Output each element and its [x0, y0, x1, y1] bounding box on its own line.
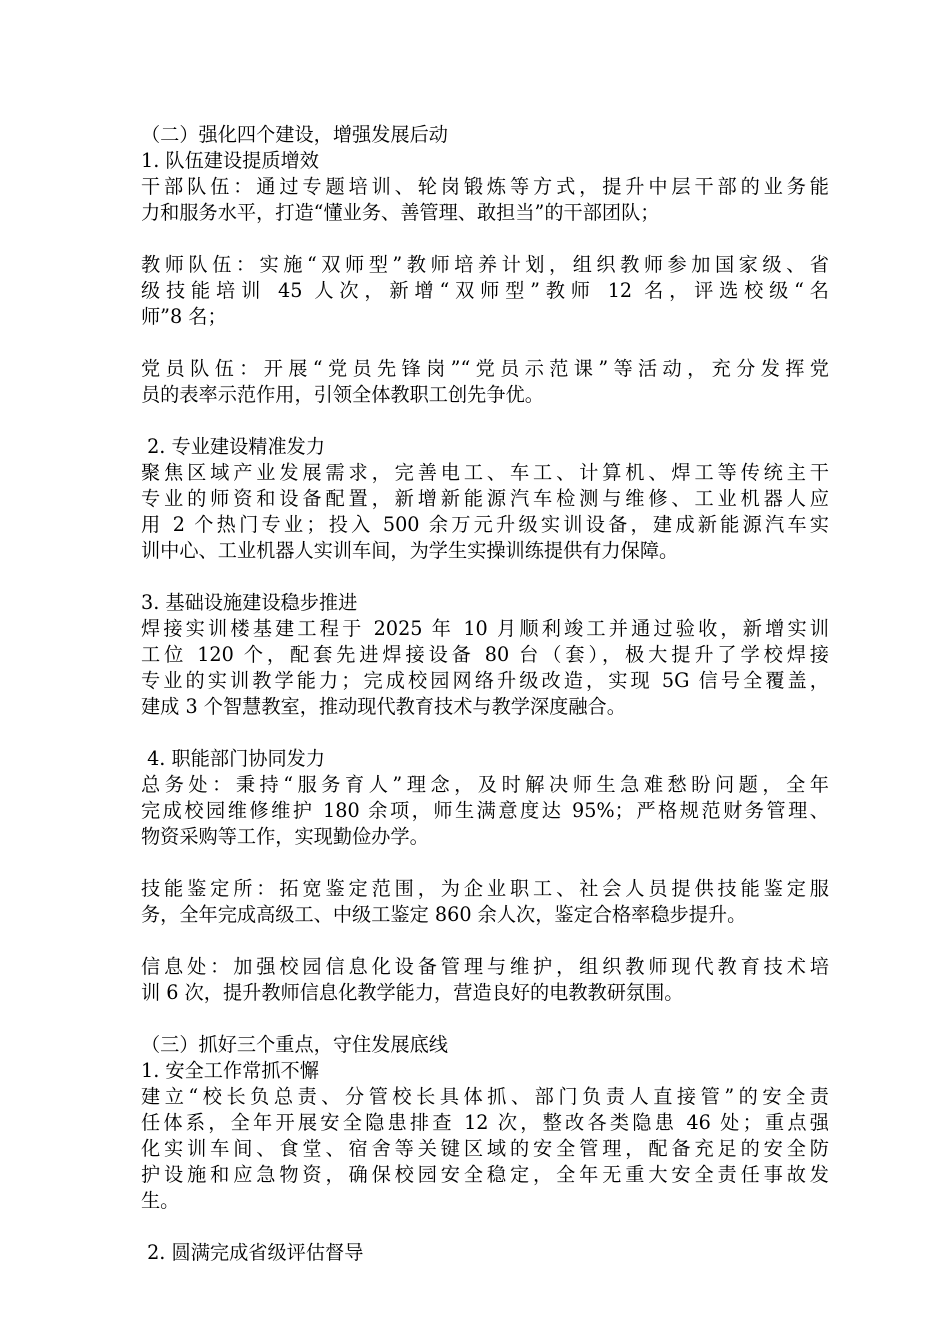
- item-title: 2. 圆满完成省级评估督导: [141, 1241, 364, 1264]
- text-line: 干部队伍：通过专题培训、轮岗锻炼等方式，提升中层干部的业务能: [141, 175, 829, 198]
- paragraph-information-office: [141, 954, 829, 1006]
- blank-line: [141, 850, 829, 876]
- text-line: 力和服务水平，打造“懂业务、善管理、敢担当”的干部团队；: [141, 201, 660, 224]
- text-line: 信息处：加强校园信息化设备管理与维护，组织教师现代教育技术培: [141, 955, 829, 978]
- paragraph-safety: [141, 1084, 829, 1214]
- text-line: 教师队伍：实施“双师型”教师培养计划，组织教师参加国家级、省: [141, 253, 829, 276]
- paragraph-teacher-team: [141, 252, 829, 330]
- text-line: 物资采购等工作，实现勤俭办学。: [141, 825, 429, 848]
- section-heading: （二）强化四个建设，增强发展后动: [141, 123, 448, 146]
- text-line: 总务处：秉持“服务育人”理念，及时解决师生急难愁盼问题，全年: [141, 773, 829, 796]
- text-line: 完成校园维修维护 180 余项，师生满意度达 95%；严格规范财务管理、: [141, 799, 829, 822]
- blank-line: [141, 928, 829, 954]
- text-line: 党员队伍：开展“党员先锋岗”“党员示范课”等活动，充分发挥党: [141, 357, 829, 380]
- blank-line: [141, 564, 829, 590]
- paragraph-general-affairs: [141, 772, 829, 850]
- blank-line: [141, 226, 829, 252]
- item-title: 3. 基础设施建设稳步推进: [141, 591, 358, 614]
- text-line: 工位 120 个，配套先进焊接设备 80 台（套），极大提升了学校焊接: [141, 643, 829, 666]
- text-line: 生。: [141, 1189, 180, 1212]
- paragraph-cadre-team: [141, 174, 829, 226]
- item-title: 4. 职能部门协同发力: [141, 747, 326, 770]
- blank-line: [141, 408, 829, 434]
- text-line: 焊接实训楼基建工程于 2025 年 10 月顺利竣工并通过验收，新增实训: [141, 617, 829, 640]
- blank-line: [141, 330, 829, 356]
- blank-line: [141, 1006, 829, 1032]
- text-line: 聚焦区域产业发展需求，完善电工、车工、计算机、焊工等传统主干: [141, 461, 829, 484]
- blank-line: [141, 720, 829, 746]
- item-title: 2. 专业建设精准发力: [141, 435, 326, 458]
- text-line: 务，全年完成高级工、中级工鉴定 860 余人次，鉴定合格率稳步提升。: [141, 903, 747, 926]
- text-line: 训 6 次，提升教师信息化教学能力，营造良好的电教教研氛围。: [141, 981, 684, 1004]
- paragraph-specialty: [141, 460, 829, 564]
- text-line: 员的表率示范作用，引领全体教职工创先争优。: [141, 383, 544, 406]
- text-line: 专业的实训教学能力；完成校园网络升级改造，实现 5G 信号全覆盖，: [141, 669, 829, 692]
- item-title: 1. 队伍建设提质增效: [141, 149, 319, 172]
- blank-line: [141, 1214, 829, 1240]
- text-line: 训中心、工业机器人实训车间，为学生实操训练提供有力保障。: [141, 539, 679, 562]
- item-title: 1. 安全工作常抓不懈: [141, 1059, 319, 1082]
- paragraph-infrastructure: [141, 616, 829, 720]
- text-line: 建立“校长负总责、分管校长具体抓、部门负责人直接管”的安全责: [141, 1085, 829, 1108]
- document-page: [141, 122, 829, 1266]
- text-line: 化实训车间、食堂、宿舍等关键区域的安全管理，配备充足的安全防: [141, 1137, 829, 1160]
- section-heading: （三）抓好三个重点，守住发展底线: [141, 1033, 448, 1056]
- text-line: 用 2 个热门专业；投入 500 余万元升级实训设备，建成新能源汽车实: [141, 513, 829, 536]
- text-line: 护设施和应急物资，确保校园安全稳定，全年无重大安全责任事故发: [141, 1163, 829, 1186]
- text-line: 任体系，全年开展安全隐患排查 12 次，整改各类隐患 46 处；重点强: [141, 1111, 829, 1134]
- text-line: 技能鉴定所：拓宽鉴定范围，为企业职工、社会人员提供技能鉴定服: [141, 877, 829, 900]
- text-line: 级技能培训 45 人次，新增“双师型”教师 12 名，评选校级“名: [141, 279, 829, 302]
- paragraph-skill-appraisal: [141, 876, 829, 928]
- paragraph-party-team: [141, 356, 829, 408]
- text-line: 建成 3 个智慧教室，推动现代教育技术与教学深度融合。: [141, 695, 626, 718]
- text-line: 师”8 名；: [141, 305, 227, 328]
- text-line: 专业的师资和设备配置，新增新能源汽车检测与维修、工业机器人应: [141, 487, 829, 510]
